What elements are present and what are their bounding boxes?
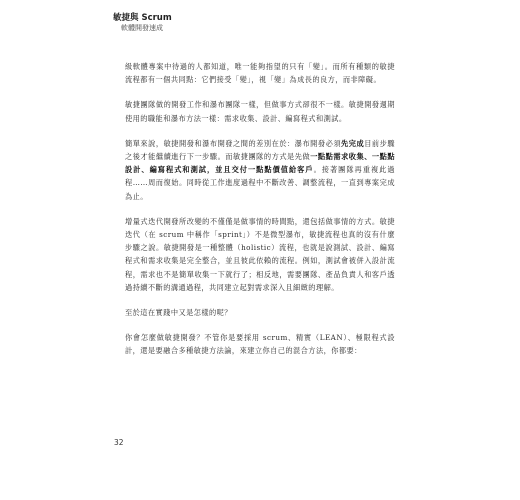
body-text: [125, 60, 395, 370]
paragraph-3-part-a: 簡單來說，敏捷開發和瀑布開發之間的差別在於：瀑布開發必須: [125, 138, 342, 148]
running-head: [113, 14, 172, 32]
paragraph-4: 增量式迭代開發所改變的不僅僅是做事情的時間點，還包括做事情的方式。敏捷迭代（在 scrum 中稱作「sprint」）不是微型瀑布，敏捷流程也真的沒有什麼步驟之說。敏捷開發是一種整體（holistic）流程，也就是說測試、設計、編寫程式和需求收集是完全整合，並且彼此依賴的流程。例如，測試會被併入設計流程，需求也不是簡單收集一下就行了；相反地，需要團隊、產品負責人和客戶透過持續不斷的溝通過程，共同建立起對需求深入且細緻的理解。: [125, 216, 395, 292]
book-title: 敏捷與 Scrum: [113, 13, 172, 23]
page-number: 32: [114, 438, 124, 447]
paragraph-1: 級軟體專案中待過的人都知道，唯一能夠指望的只有「變」。而所有種類的敏捷流程都有一個共同點：它們接受「變」，視「變」為成長的良方，而非障礙。: [125, 62, 395, 85]
book-subtitle: 軟體開發速成: [121, 23, 163, 32]
paragraph-3-emphasis-2: 一點點需求收集、一點點設計、編寫程式和測試，並且交付一點點價值給客戶: [125, 152, 396, 175]
paragraph-3-part-c: 目前步驟之後才能繼續進行下一步驟。而敏捷團隊的方式是先做: [125, 138, 395, 162]
paragraph-6: 你會怎麼做敏捷開發？不管你是要採用 scrum、精實（LEAN）、極限程式設計，還是要融合多種敏捷方法論，來建立你自己的混合方法，你都要：: [125, 333, 395, 356]
paragraph-5: 至於這在實踐中又是怎樣的呢？: [125, 308, 232, 318]
paragraph-3: [125, 137, 395, 203]
paragraph-2: 敏捷團隊做的開發工作和瀑布團隊一樣，但做事方式卻很不一樣。敏捷開發週期使用的職能和瀑布方法一樣：需求收集、設計、編寫程式和測試。: [125, 100, 395, 123]
paragraph-3-part-e: 。接著團隊再重複此過程……周而復始。同時從工作進度過程中不斷改善、調整流程，一直到專案完成為止。: [125, 165, 395, 201]
paragraph-3-emphasis-1: 先完成: [341, 138, 365, 148]
